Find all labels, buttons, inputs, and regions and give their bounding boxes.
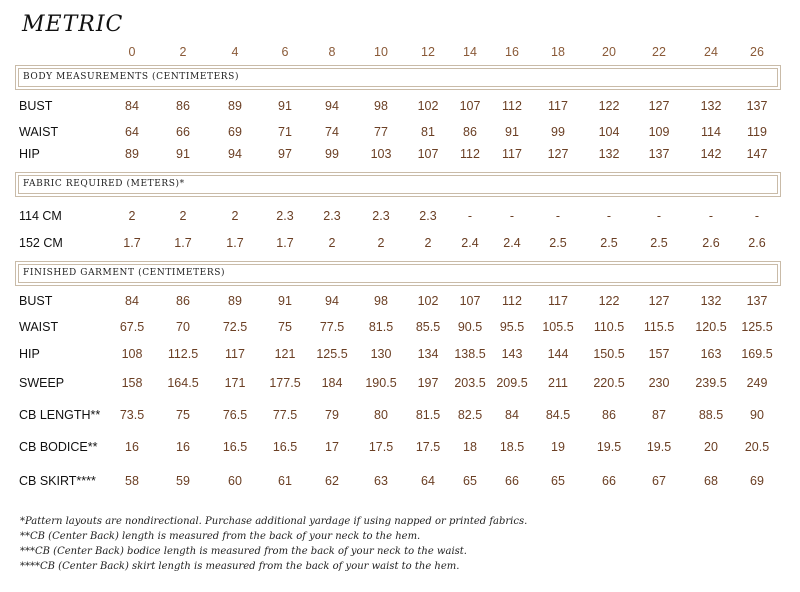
size-header: 20 [602,45,616,59]
table-cell: 134 [417,347,439,361]
table-cell: 117 [225,347,245,361]
row-label: SWEEP [19,376,65,390]
row-label: WAIST [19,320,59,334]
table-cell: 81.5 [368,320,394,334]
table-cell: 98 [374,99,388,113]
table-cell: 75 [278,320,292,334]
section-header [18,264,778,283]
table-cell: 115.5 [643,320,675,334]
table-cell: 61 [278,474,292,488]
table-cell: 127 [547,147,569,161]
table-cell: 72.5 [222,320,248,334]
table-cell: - [509,209,515,223]
table-cell: 112 [502,294,522,308]
table-cell: 19.5 [646,440,672,454]
row-label: CB LENGTH** [19,408,101,422]
table-cell: 2.5 [549,236,567,250]
table-cell: 91 [278,99,292,113]
table-cell: 86 [176,99,190,113]
table-cell: 62 [325,474,339,488]
row-label: HIP [19,147,40,161]
table-cell: 84 [125,294,139,308]
table-cell: 67 [652,474,666,488]
table-cell: 197 [417,376,439,390]
table-cell: 103 [370,147,392,161]
row-label: CB SKIRT**** [19,474,96,488]
table-cell: 20.5 [744,440,770,454]
table-cell: 58 [125,474,139,488]
size-header: 24 [704,45,718,59]
table-cell: 137 [746,294,768,308]
table-cell: 2 [128,209,136,223]
footnote: **CB (Center Back) length is measured from the back of your neck to the hem. [20,531,421,542]
table-cell: 137 [648,147,670,161]
table-cell: 249 [746,376,768,390]
table-cell: 18 [463,440,477,454]
table-cell: 82.5 [457,408,483,422]
table-cell: 130 [370,347,392,361]
section-header [18,68,778,87]
table-cell: 75 [176,408,190,422]
table-cell: 190.5 [365,376,397,390]
table-cell: 117 [548,294,568,308]
footnotes [20,514,527,574]
table-cell: 163 [700,347,722,361]
table-cell: 89 [125,147,139,161]
table-cell: 2.5 [600,236,618,250]
table-cell: 60 [228,474,242,488]
table-cell: 171 [224,376,246,390]
row-label: CB BODICE** [19,440,98,454]
table-cell: 138.5 [454,347,486,361]
table-cell: 150.5 [593,347,625,361]
row-label: WAIST [19,125,59,139]
table-cell: 132 [700,294,722,308]
table-cell: 91 [278,294,292,308]
table-cell: 81 [421,125,435,139]
table-cell: 132 [700,99,722,113]
table-cell: 94 [325,294,339,308]
table-cell: 73.5 [119,408,145,422]
table-cell: 19 [551,440,565,454]
table-cell: 16 [176,440,190,454]
section-title: BODY MEASUREMENTS (CENTIMETERS) [23,72,240,82]
size-header: 0 [128,45,136,59]
table-cell: 1.7 [123,236,141,250]
section-header [18,175,778,194]
table-cell: 2.6 [702,236,720,250]
table-cell: 63 [374,474,388,488]
table-cell: 66 [176,125,190,139]
table-cell: 211 [548,376,568,390]
table-cell: 64 [421,474,435,488]
table-cell: 104 [598,125,620,139]
table-cell: 69 [750,474,764,488]
table-cell: 90.5 [457,320,483,334]
table-cell: 147 [746,147,768,161]
table-cell: 86 [176,294,190,308]
size-header: 12 [421,45,435,59]
table-cell: 88.5 [698,408,724,422]
table-cell: 2.3 [372,209,390,223]
row-label: 114 CM [19,209,62,223]
table-cell: 102 [417,294,439,308]
footnote: ***CB (Center Back) bodice length is measured from the back of your neck to the waist. [20,546,467,557]
table-cell: 1.7 [276,236,294,250]
table-cell: 2 [179,209,187,223]
table-cell: 109 [648,125,670,139]
table-cell: 65 [463,474,477,488]
size-header: 2 [179,45,187,59]
table-cell: 17 [325,440,339,454]
table-cell: 65 [551,474,565,488]
table-cell: - [555,209,561,223]
table-cell: 177.5 [269,376,301,390]
table-cell: 239.5 [695,376,727,390]
table-cell: 16.5 [272,440,298,454]
table-cell: 2 [377,236,385,250]
size-header: 22 [652,45,666,59]
table-cell: 70 [176,320,190,334]
table-cell: 125.5 [741,320,773,334]
table-cell: - [754,209,760,223]
row-label: BUST [19,99,53,113]
table-cell: 117 [548,99,568,113]
table-cell: 122 [598,294,620,308]
table-cell: 209.5 [496,376,528,390]
table-cell: 2.3 [419,209,437,223]
table-cell: 1.7 [174,236,192,250]
table-cell: 112 [502,99,522,113]
table-cell: 16 [125,440,139,454]
table-cell: 2.5 [650,236,668,250]
table-cell: 144 [547,347,569,361]
table-cell: 127 [648,294,670,308]
table-cell: 16.5 [222,440,248,454]
table-cell: - [606,209,612,223]
table-cell: 20 [704,440,718,454]
table-cell: 74 [325,125,339,139]
table-cell: 121 [274,347,296,361]
table-cell: 107 [459,99,481,113]
table-cell: 66 [602,474,616,488]
table-cell: 107 [417,147,439,161]
table-cell: 68 [704,474,718,488]
table-cell: 2 [231,209,239,223]
table-cell: 67.5 [119,320,145,334]
table-cell: 122 [598,99,620,113]
table-cell: 89 [228,99,242,113]
table-cell: 66 [505,474,519,488]
table-cell: 98 [374,294,388,308]
table-cell: 99 [551,125,565,139]
table-cell: 77 [374,125,388,139]
table-cell: 69 [228,125,242,139]
table-cell: 119 [747,125,767,139]
section-title: FINISHED GARMENT (CENTIMETERS) [23,268,226,278]
table-cell: 112.5 [167,347,199,361]
table-cell: 94 [325,99,339,113]
table-cell: 107 [459,294,481,308]
table-cell: 64 [125,125,139,139]
size-header: 4 [231,45,239,59]
table-cell: 19.5 [596,440,622,454]
table-cell: 87 [652,408,666,422]
table-cell: 127 [648,99,670,113]
table-cell: 108 [121,347,143,361]
table-cell: 95.5 [499,320,525,334]
size-header: 8 [328,45,336,59]
row-label: 152 CM [19,236,63,250]
table-cell: 76.5 [222,408,248,422]
table-cell: 169.5 [741,347,773,361]
table-cell: 77.5 [319,320,345,334]
table-cell: 143 [501,347,523,361]
table-cell: 91 [176,147,190,161]
table-cell: 86 [602,408,616,422]
table-cell: 110.5 [593,320,625,334]
table-cell: 1.7 [226,236,244,250]
table-cell: 164.5 [167,376,199,390]
table-cell: 105.5 [542,320,574,334]
size-header: 14 [463,45,477,59]
table-cell: 80 [374,408,388,422]
table-cell: 114 [701,125,721,139]
size-header: 10 [374,45,388,59]
table-cell: 79 [325,408,339,422]
table-cell: 112 [460,147,480,161]
table-cell: 132 [598,147,620,161]
table-cell: 59 [176,474,190,488]
table-cell: 117 [502,147,522,161]
table-cell: 77.5 [272,408,298,422]
table-cell: 2 [328,236,336,250]
size-header: 18 [551,45,565,59]
table-cell: - [467,209,473,223]
table-cell: 230 [648,376,670,390]
table-cell: 71 [278,125,292,139]
size-header: 26 [750,45,764,59]
row-label: HIP [19,347,40,361]
table-cell: 89 [228,294,242,308]
section-title: FABRIC REQUIRED (METERS)* [23,179,185,189]
table-cell: - [708,209,714,223]
table-cell: 220.5 [593,376,625,390]
footnote: ****CB (Center Back) skirt length is measured from the back of your waist to the hem. [20,561,460,572]
table-cell: 142 [700,147,722,161]
table-cell: 137 [746,99,768,113]
table-cell: 203.5 [454,376,486,390]
table-cell: 85.5 [415,320,441,334]
table-cell: 18.5 [499,440,525,454]
table-cell: 158 [121,376,143,390]
table-cell: 91 [505,125,519,139]
size-header: 16 [505,45,519,59]
footnote: *Pattern layouts are nondirectional. Purchase additional yardage if using napped or printed fabrics. [20,516,528,527]
table-cell: 84 [125,99,139,113]
table-cell: - [656,209,662,223]
table-cell: 157 [648,347,670,361]
table-cell: 2.3 [323,209,341,223]
table-cell: 2.6 [748,236,766,250]
row-label: BUST [19,294,53,308]
table-cell: 120.5 [695,320,727,334]
table-cell: 184 [321,376,343,390]
table-cell: 81.5 [415,408,441,422]
page-title: METRIC [22,12,124,37]
table-cell: 2 [424,236,432,250]
table-cell: 2.4 [503,236,521,250]
table-cell: 17.5 [368,440,394,454]
table-cell: 86 [463,125,477,139]
table-cell: 125.5 [316,347,348,361]
size-header: 6 [281,45,289,59]
table-cell: 97 [278,147,292,161]
table-cell: 90 [750,408,764,422]
table-cell: 2.4 [461,236,479,250]
table-cell: 102 [417,99,439,113]
table-cell: 99 [325,147,339,161]
table-cell: 2.3 [276,209,294,223]
table-cell: 84 [505,408,519,422]
table-cell: 94 [228,147,242,161]
table-cell: 17.5 [415,440,441,454]
table-cell: 84.5 [545,408,571,422]
